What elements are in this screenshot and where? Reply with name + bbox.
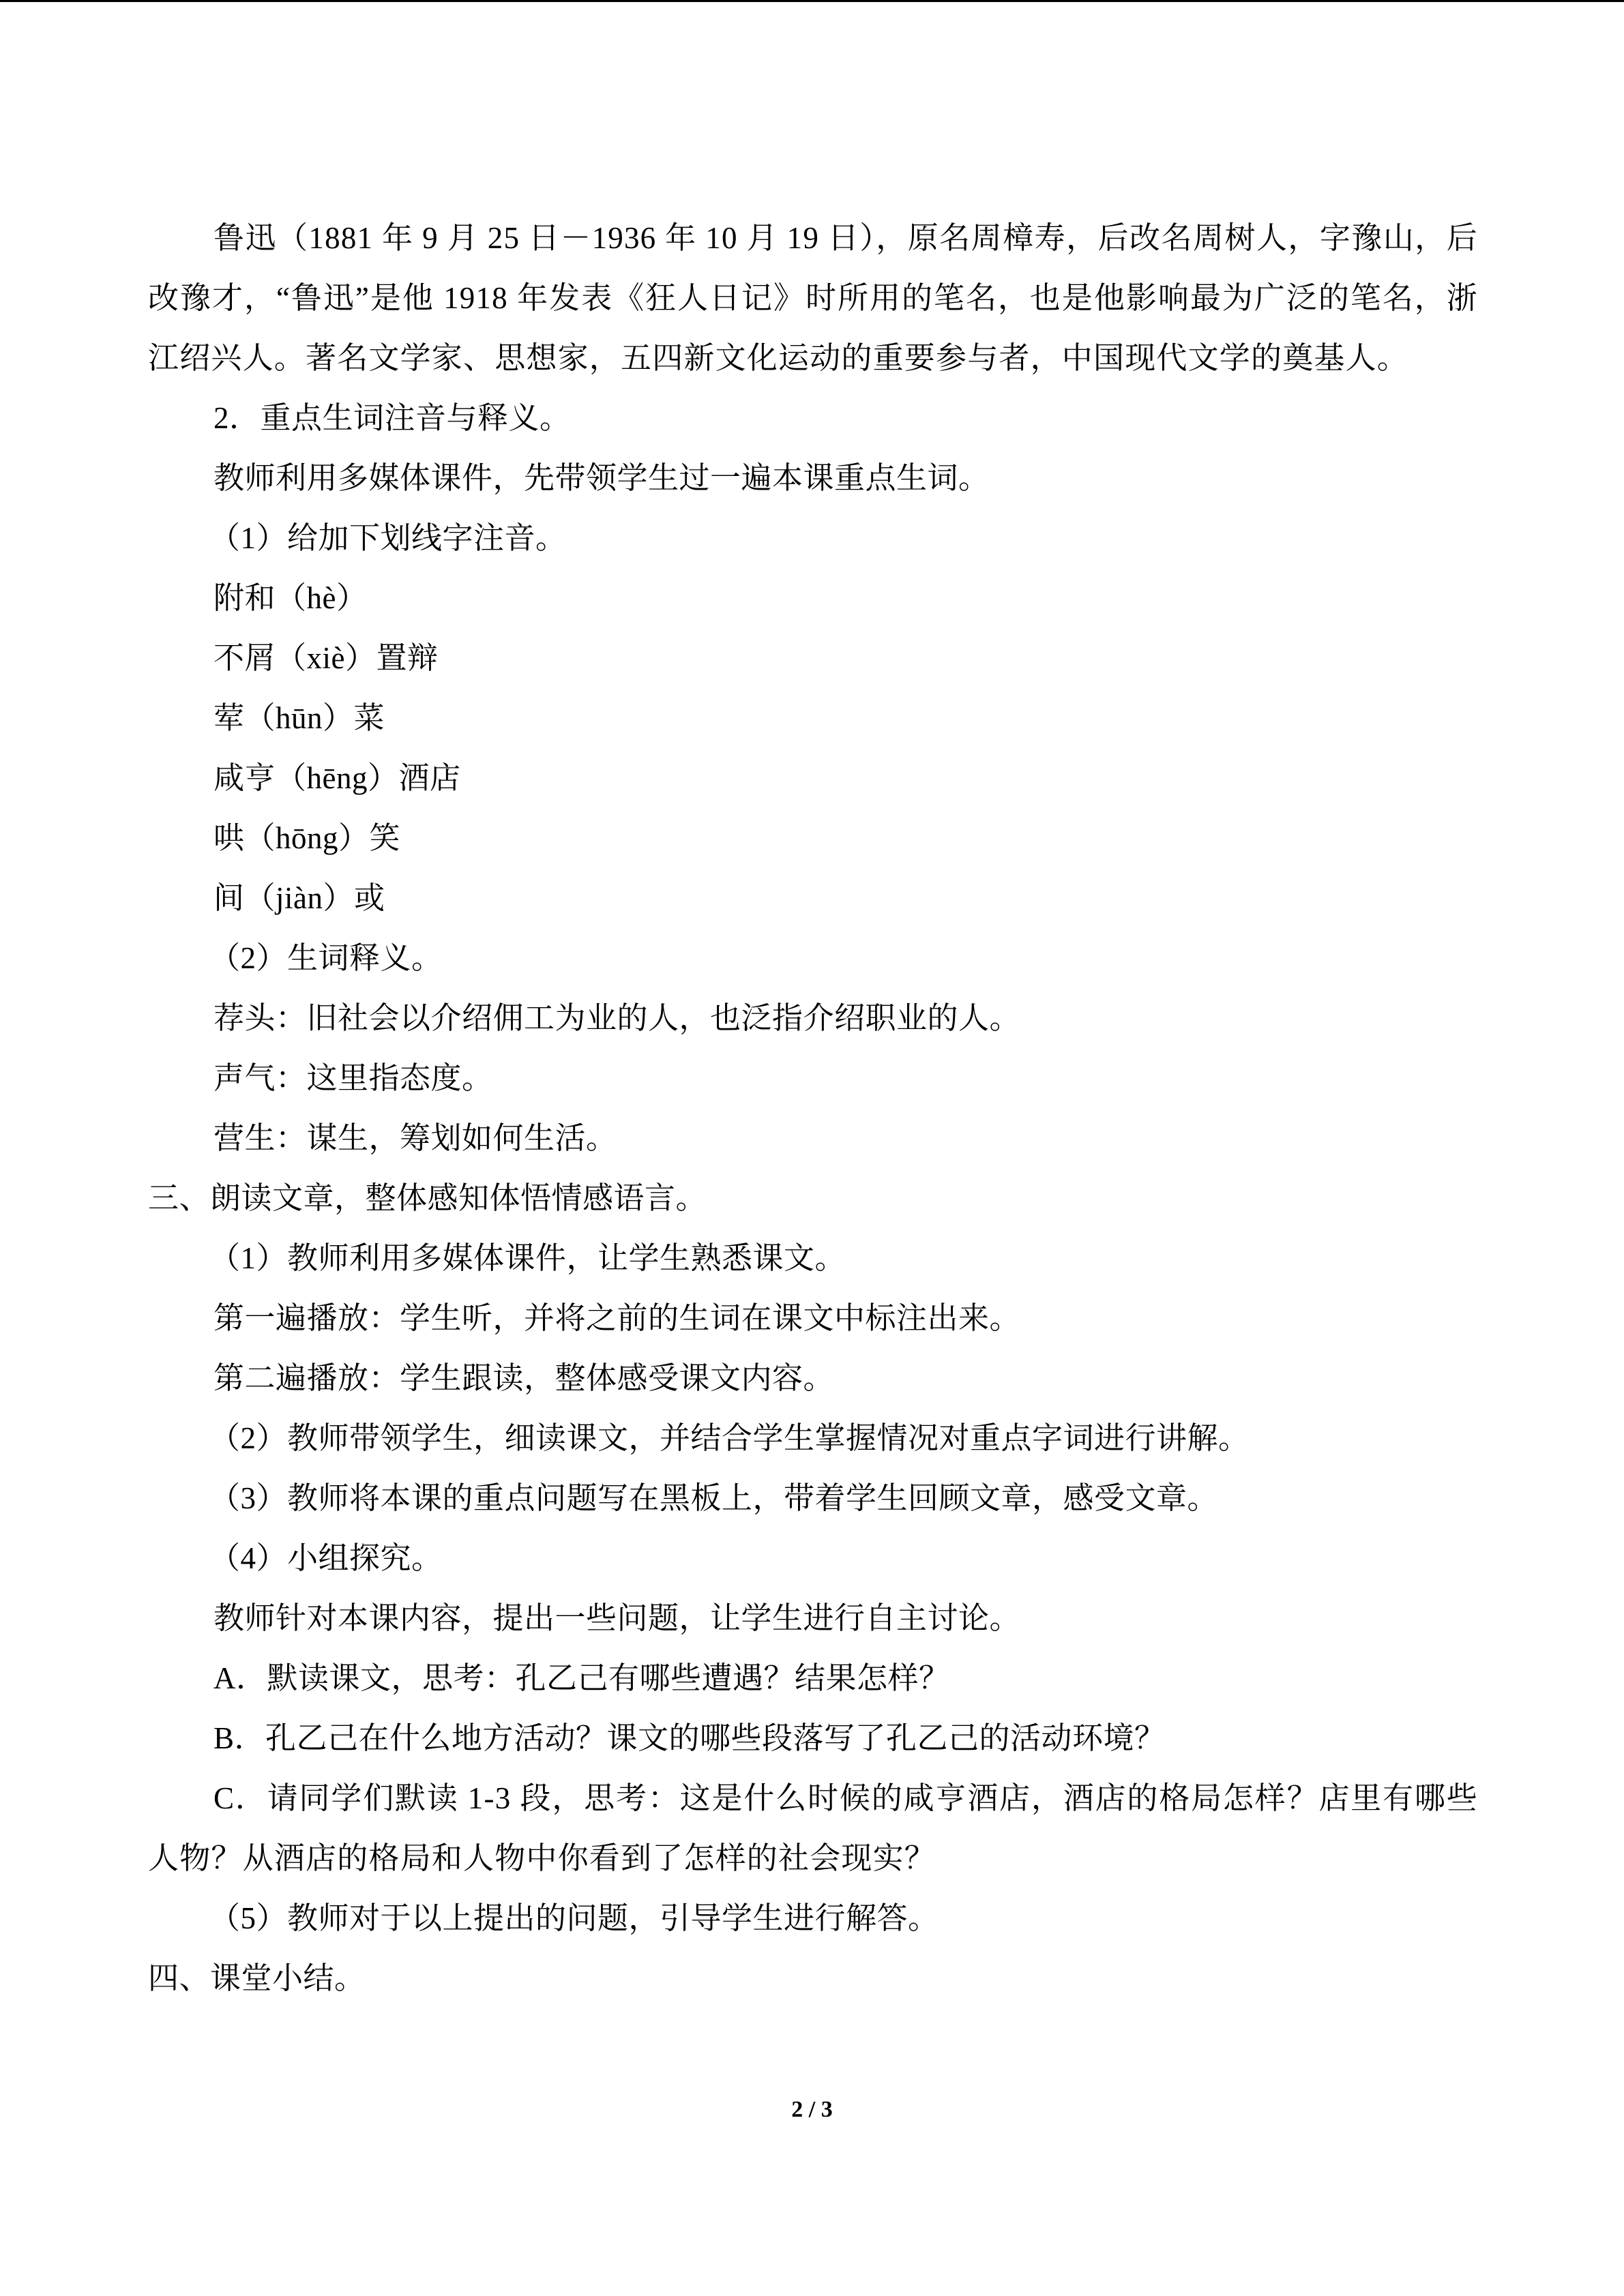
vocab-item-xianheng: 咸亨（hēng）酒店	[213, 761, 461, 795]
vocab-item-jian: 间（jiàn）或	[213, 881, 385, 915]
step-1: （1）教师利用多媒体课件，让学生熟悉课文。	[209, 1241, 846, 1275]
question-a: A．默读课文，思考：孔乙己有哪些遭遇？结果怎样？	[213, 1661, 950, 1695]
paragraph-teacher-vocab: 教师利用多媒体课件，先带领学生过一遍本课重点生词。	[213, 461, 990, 495]
step-2: （2）教师带领学生，细读课文，并结合学生掌握情况对重点字词进行讲解。	[209, 1421, 1250, 1455]
page-number: 2 / 3	[791, 2097, 833, 2122]
definition-jiantou: 荐头：旧社会以介绍佣工为业的人，也泛指介绍职业的人。	[213, 1001, 1021, 1035]
paragraph-lu-xun-bio: 鲁迅（1881 年 9 月 25 日－1936 年 10 月 19 日），原名周樟寿，后改名周树人，字豫山，后改豫才，“鲁迅”是他 1918 年发表《狂人日记》时所用的笔名，也是他影响最为广泛的笔名，浙江绍兴人。著名文学家、思想家，五四新文化运动的重要参与者，中国现代文学的奠基人。	[148, 221, 1478, 375]
paragraph-second-play: 第二遍播放：学生跟读，整体感受课文内容。	[213, 1361, 835, 1395]
step-3: （3）教师将本课的重点问题写在黑板上，带着学生回顾文章，感受文章。	[209, 1481, 1219, 1515]
document-body	[148, 208, 1478, 2008]
definition-yingsheng: 营生：谋生，筹划如何生活。	[213, 1121, 617, 1155]
section-heading-3: 三、朗读文章，整体感知体悟情感语言。	[148, 1181, 707, 1215]
vocab-item-fuhe: 附和（hè）	[213, 581, 368, 615]
vocab-item-hun: 荤（hūn）菜	[213, 701, 385, 735]
top-border-line	[0, 0, 1624, 2]
step-5: （5）教师对于以上提出的问题，引导学生进行解答。	[209, 1901, 939, 1935]
heading-vocab-pronunciation: 2．重点生词注音与释义。	[213, 401, 571, 435]
question-c: C．请同学们默读 1-3 段，思考：这是什么时候的咸亨酒店，酒店的格局怎样？店里有哪些人物？从酒店的格局和人物中你看到了怎样的社会现实？	[148, 1781, 1478, 1875]
vocab-item-hong: 哄（hōng）笑	[213, 821, 401, 855]
section-heading-4: 四、课堂小结。	[148, 1961, 366, 1995]
paragraph-discussion: 教师针对本课内容，提出一些问题，让学生进行自主讨论。	[213, 1601, 1021, 1635]
subheading-definitions: （2）生词释义。	[209, 941, 443, 975]
vocab-item-buxie: 不屑（xiè）置辩	[213, 641, 439, 675]
definition-shengqi: 声气：这里指态度。	[213, 1061, 493, 1095]
subheading-pinyin: （1）给加下划线字注音。	[209, 521, 567, 555]
step-4: （4）小组探究。	[209, 1541, 443, 1575]
paragraph-first-play: 第一遍播放：学生听，并将之前的生词在课文中标注出来。	[213, 1301, 1021, 1335]
question-b: B．孔乙己在什么地方活动？课文的哪些段落写了孔乙己的活动环境？	[213, 1721, 1166, 1755]
